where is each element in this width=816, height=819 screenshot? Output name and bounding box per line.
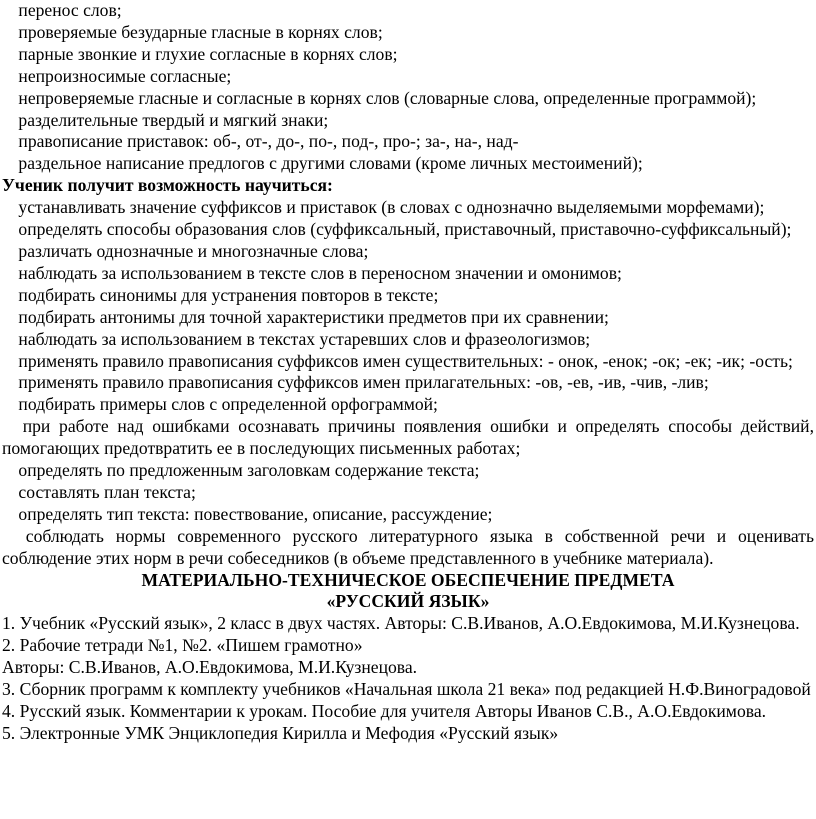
resource-item [2,723,814,745]
list-item-text: 2. Рабочие тетради №1, №2. «Пишем грамотно» [2,635,363,656]
list-item-text: соблюдать нормы современного русского литературного языка в собственной речи и оценивать соблюдение этих норм в речи собеседников (в объеме представленного в учебнике материала). [2,525,814,568]
list-item-text: применять правило правописания суффиксов имен прилагательных: -ов, -ев, -ив, -чив, -лив; [18,372,709,393]
resource-item [2,613,814,635]
list-item-text: перенос слов; [18,0,122,20]
list-item-text: непроизносимые согласные; [18,65,232,86]
list-item-text: наблюдать за использованием в текстах устаревших слов и фразеологизмов; [18,328,591,349]
list-item-text: разделительные твердый и мягкий знаки; [18,109,329,130]
opportunities-list [2,197,814,569]
list-item [2,307,814,329]
list-item [2,110,814,132]
list-item [2,416,814,460]
list-item [2,197,814,219]
list-item [2,263,814,285]
list-item [2,372,814,394]
list-item [2,219,814,241]
resources-list [2,613,814,744]
list-item-text: определять способы образования слов (суффиксальный, приставочный, приставочно-суффиксальный); [18,219,792,240]
list-item-text: определять тип текста: повествование, описание, рассуждение; [18,503,493,524]
list-item [2,88,814,110]
list-item [2,482,814,504]
list-item-text: составлять план текста; [18,481,196,502]
list-item-text: 3. Сборник программ к комплекту учебников «Начальная школа 21 века» под редакцией Н.Ф.Виноградовой [2,679,811,700]
section-title-line2: «РУССКИЙ ЯЗЫК» [326,591,490,612]
resource-item [2,701,814,723]
list-item [2,241,814,263]
resource-item [2,657,814,679]
list-item-text: устанавливать значение суффиксов и приставок (в словах с однозначно выделяемыми морфемами); [18,197,765,218]
list-item-text: применять правило правописания суффиксов имен существительных: - онок, -енок; -ок; -ек; -ик; -ость; [18,350,793,371]
list-item-text: подбирать синонимы для устранения повторов в тексте; [18,284,439,305]
list-item-text: 5. Электронные УМК Энциклопедия Кирилла и Мефодия «Русский язык» [2,722,559,743]
list-item [2,0,814,22]
list-item-text: правописание приставок: об-, от-, до-, по-, под-, про-; за-, на-, над- [18,131,519,152]
list-item-text: при работе над ошибками осознавать причины появления ошибки и определять способы действий, помогающих предотвратить ее в последующих письменных работах; [2,416,814,459]
list-item-text: наблюдать за использованием в тексте слов в переносном значении и омонимов; [18,262,622,283]
list-item-text: различать однозначные и многозначные слова; [18,240,369,261]
list-item [2,394,814,416]
list-item [2,153,814,175]
list-item-text: непроверяемые гласные и согласные в корнях слов (словарные слова, определенные программой); [18,87,757,108]
list-item-text: парные звонкие и глухие согласные в корнях слов; [18,43,398,64]
list-item-text: определять по предложенным заголовкам содержание текста; [18,460,480,481]
resource-item [2,635,814,657]
list-item-text: подбирать антонимы для точной характеристики предметов при их сравнении; [18,306,609,327]
list-item [2,131,814,153]
list-item [2,460,814,482]
list-item [2,44,814,66]
list-item [2,526,814,570]
list-item [2,285,814,307]
spelling-skills-list [2,0,814,175]
list-item [2,22,814,44]
list-item-text: 4. Русский язык. Комментарии к урокам. Пособие для учителя Авторы Иванов С.В., А.О.Евдокимова. [2,701,767,721]
list-item-text: Авторы: С.В.Иванов, А.О.Евдокимова, М.И.Кузнецова. [2,657,418,678]
list-item-text: 1. Учебник «Русский язык», 2 класс в двух частях. Авторы: С.В.Иванов, А.О.Евдокимова, М.И.Кузнецова. [2,613,800,634]
list-item-text: раздельное написание предлогов с другими словами (кроме личных местоимений); [18,153,643,174]
opportunities-heading: Ученик получит возможность научиться: [2,175,333,196]
section-title-line1: МАТЕРИАЛЬНО-ТЕХНИЧЕСКОЕ ОБЕСПЕЧЕНИЕ ПРЕДМЕТА [141,569,675,590]
resource-item [2,679,814,701]
list-item [2,504,814,526]
list-item [2,66,814,88]
list-item-text: подбирать примеры слов с определенной орфограммой; [18,394,438,415]
list-item [2,329,814,351]
list-item-text: проверяемые безударные гласные в корнях слов; [18,21,383,42]
list-item [2,351,814,373]
